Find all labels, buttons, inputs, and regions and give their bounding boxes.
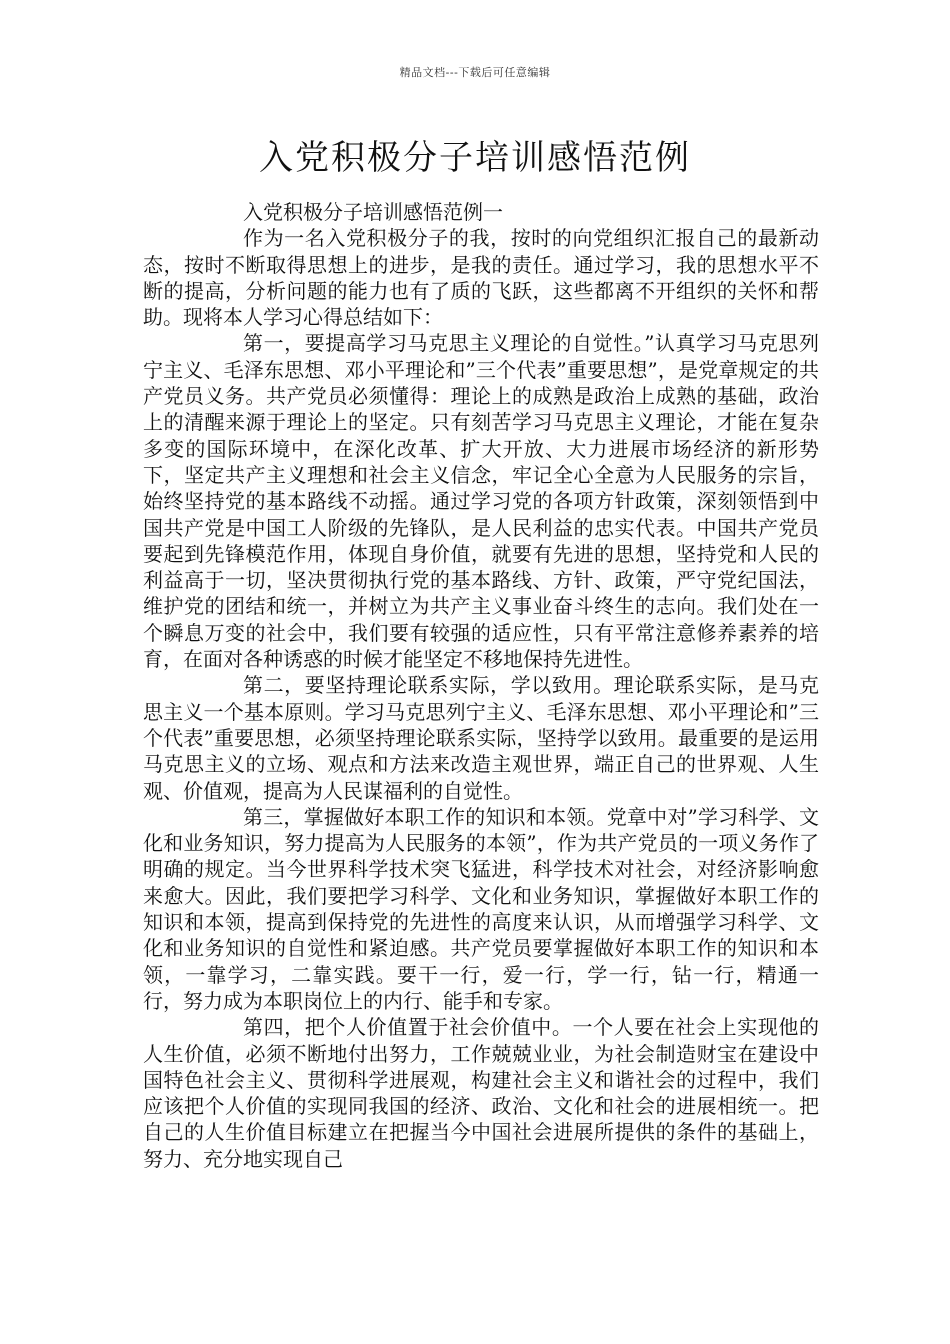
- document-body: [143, 199, 819, 1172]
- document-title: 入党积极分子培训感悟范例: [259, 138, 691, 178]
- paragraph-first-point: 第一，要提高学习马克思主义理论的自觉性。”认真学习马克思列宁主义、毛泽东思想、邓小平理论和”三个代表”重要思想”，是党章规定的共产党员义务。共产党员必须懂得：理论上的成熟是政治上成熟的基础，政治上的清醒来源于理论上的坚定。只有刻苦学习马克思主义理论，才能在复杂多变的国际环境中，在深化改革、扩大开放、大力进展市场经济的新形势下，坚定共产主义理想和社会主义信念，牢记全心全意为人民服务的宗旨，始终坚持党的基本路线不动摇。通过学习党的各项方针政策，深刻领悟到中国共产党是中国工人阶级的先锋队，是人民利益的忠实代表。中国共产党员要起到先锋模范作用，体现自身价值，就要有先进的思想，坚持党和人民的利益高于一切，坚决贯彻执行党的基本路线、方针、政策，严守党纪国法，维护党的团结和统一，并树立为共产主义事业奋斗终生的志向。我们处在一个瞬息万变的社会中，我们要有较强的适应性，只有平常注意修养素养的培育，在面对各种诱惑的时候才能坚定不移地保持先进性。: [143, 331, 819, 672]
- paragraph-third-point: 第三，掌握做好本职工作的知识和本领。党章中对”学习科学、文化和业务知识，努力提高为人民服务的本领”，作为共产党员的一项义务作了明确的规定。当今世界科学技术突飞猛进，科学技术对社会，对经济影响愈来愈大。因此，我们要把学习科学、文化和业务知识，掌握做好本职工作的知识和本领，提高到保持党的先进性的高度来认识，从而增强学习科学、文化和业务知识的自觉性和紧迫感。共产党员要掌握做好本职工作的知识和本领，一靠学习，二靠实践。要干一行，爱一行，学一行，钻一行，精通一行，努力成为本职岗位上的内行、能手和专家。: [143, 804, 819, 1013]
- document-subtitle: 入党积极分子培训感悟范例一: [243, 200, 503, 224]
- paragraph-fourth-point: 第四，把个人价值置于社会价值中。一个人要在社会上实现他的人生价值，必须不断地付出努力，工作兢兢业业，为社会制造财宝在建设中国特色社会主义、贯彻科学进展观，构建社会主义和谐社会的过程中，我们应该把个人价值的实现同我国的经济、政治、文化和社会的进展相统一。把自己的人生价值目标建立在把握当今中国社会进展所提供的条件的基础上，努力、充分地实现自己: [143, 1015, 819, 1171]
- paragraph-second-point: 第二，要坚持理论联系实际，学以致用。理论联系实际，是马克思主义一个基本原则。学习马克思列宁主义、毛泽东思想、邓小平理论和”三个代表”重要思想，必须坚持理论联系实际，坚持学以致用。最重要的是运用马克思主义的立场、观点和方法来改造主观世界，端正自己的世界观、人生观、价值观，提高为人民谋福利的自觉性。: [143, 673, 819, 803]
- paragraph-intro: 作为一名入党积极分子的我，按时的向党组织汇报自己的最新动态，按时不断取得思想上的进步，是我的责任。通过学习，我的思想水平不断的提高，分析问题的能力也有了质的飞跃，这些都离不开组织的关怀和帮助。现将本人学习心得总结如下：: [143, 226, 819, 330]
- page-header-note: 精品文档---下载后可任意编辑: [399, 66, 551, 79]
